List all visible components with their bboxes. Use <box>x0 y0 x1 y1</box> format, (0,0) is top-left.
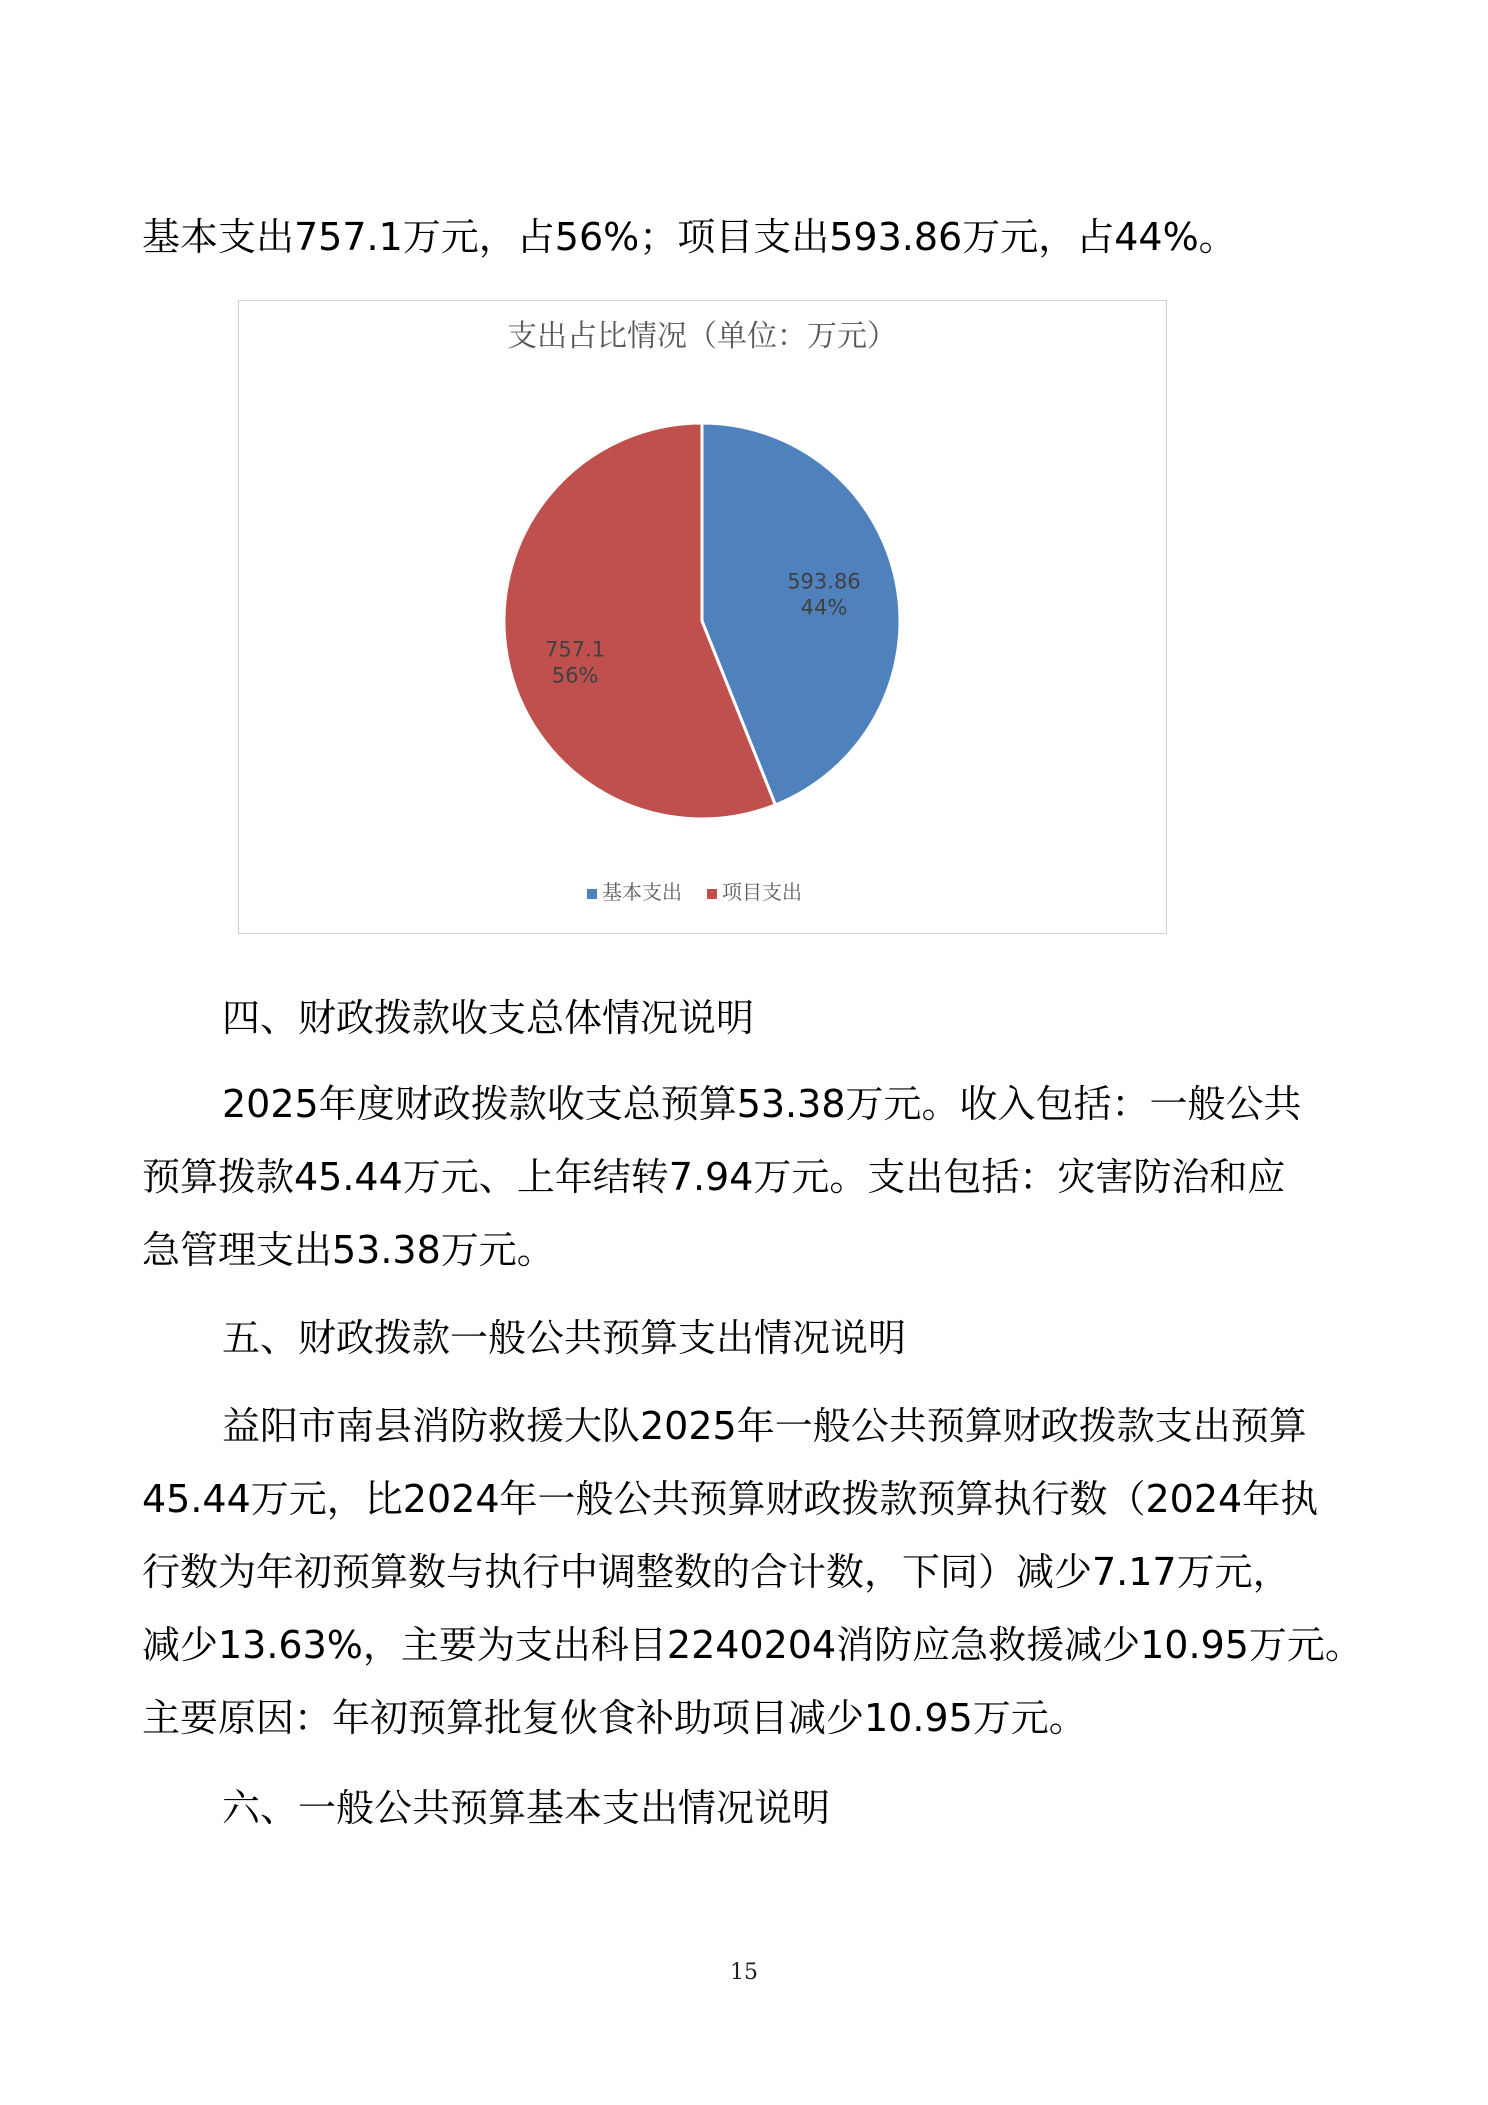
paragraph-4-line-2: 预算拨款45.44万元、上年结转7.94万元。支出包括：灾害防治和应 <box>142 1155 1286 1199</box>
data-label-percent-basic: 56% <box>551 663 599 688</box>
paragraph-5-line-4: 减少13.63%，主要为支出科目2240204消防应急救援减少10.95万元。 <box>142 1623 1363 1667</box>
legend-swatch-1 <box>707 889 717 899</box>
paragraph-5-line-5: 主要原因：年初预算批复伙食补助项目减少10.95万元。 <box>142 1696 1087 1740</box>
pie-chart <box>238 300 1167 934</box>
paragraph-5-line-1: 益阳市南县消防救援大队2025年一般公共预算财政拨款支出预算 <box>222 1404 1307 1448</box>
paragraph-4-line-3: 急管理支出53.38万元。 <box>142 1228 555 1272</box>
paragraph-5-line-2: 45.44万元，比2024年一般公共预算财政拨款预算执行数（2024年执 <box>142 1477 1319 1521</box>
chart-title: 支出占比情况（单位：万元） <box>507 319 897 354</box>
paragraph-4-line-1: 2025年度财政拨款收支总预算53.38万元。收入包括：一般公共 <box>222 1082 1302 1126</box>
legend-label-0: 基本支出 <box>602 880 682 904</box>
legend-swatch-0 <box>587 889 597 899</box>
paragraph-5-line-3: 行数为年初预算数与执行中调整数的合计数，下同）减少7.17万元， <box>142 1550 1291 1594</box>
heading-section-5: 五、财政拨款一般公共预算支出情况说明 <box>222 1316 907 1360</box>
heading-section-4: 四、财政拨款收支总体情况说明 <box>222 996 755 1040</box>
heading-section-6: 六、一般公共预算基本支出情况说明 <box>222 1786 831 1830</box>
legend-label-1: 项目支出 <box>722 880 802 904</box>
page-number: 15 <box>730 1960 758 1985</box>
data-label-percent-project: 44% <box>800 595 848 620</box>
data-label-value-basic: 757.1 <box>544 637 606 662</box>
paragraph-summary: 基本支出757.1万元，占56%；项目支出593.86万元，占44%。 <box>142 215 1237 259</box>
pie-chart-svg <box>239 301 1166 933</box>
data-label-value-project: 593.86 <box>787 569 861 594</box>
